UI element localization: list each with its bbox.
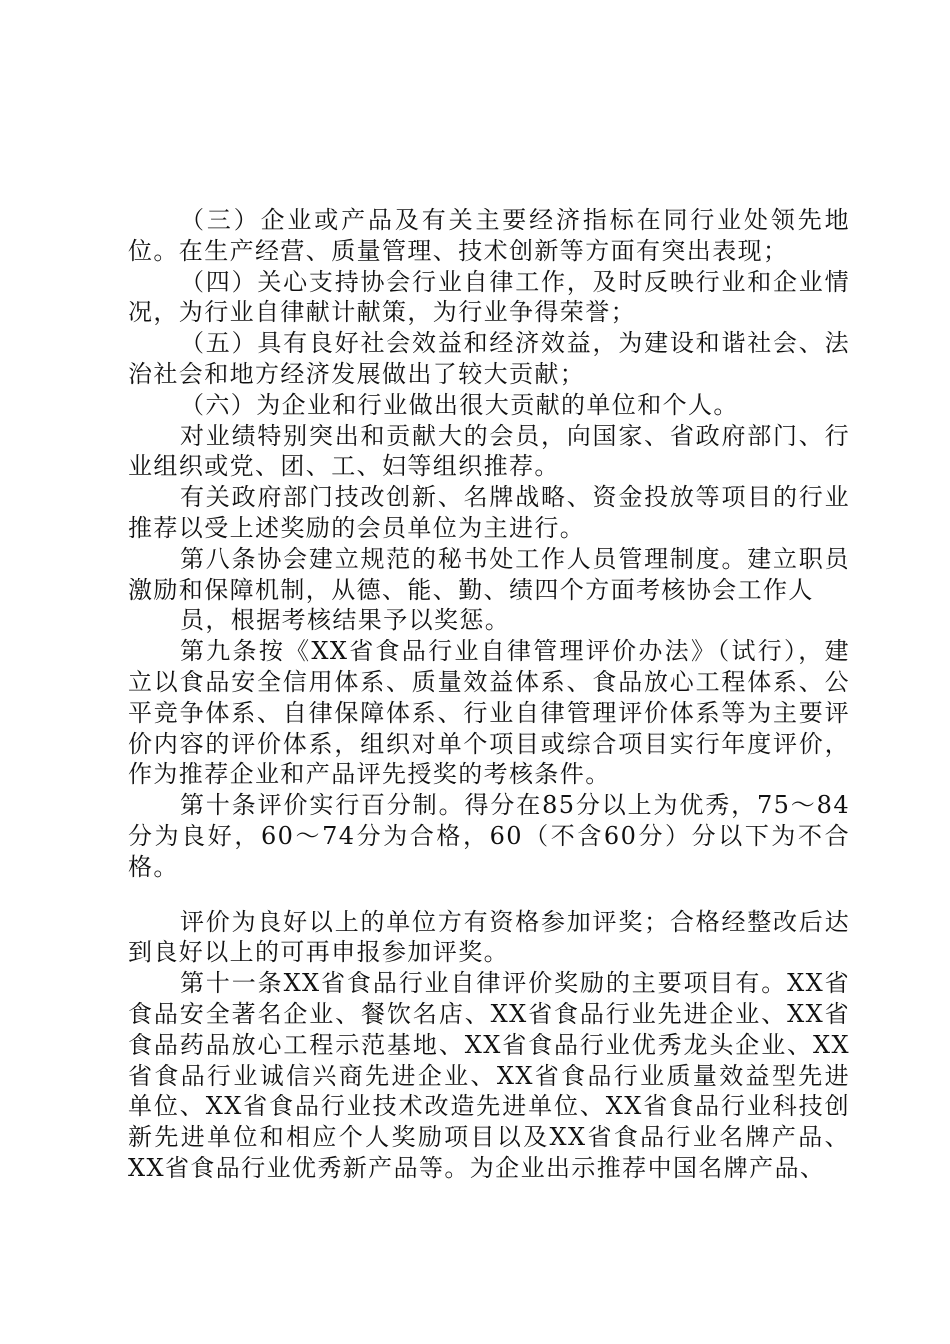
paragraph-article-11: 第十一条XX省食品行业自律评价奖励的主要项目有。XX省食品安全著名企业、餐饮名店、XX省食品行业先进企业、XX省食品药品放心工程示范基地、XX省食品行业优秀龙头企业、XX省食品行业诚信兴商先进企业、XX省食品行业质量效益型先进单位、XX省食品行业技术改造先进单位、XX省食品行业科技创新先进单位和相应个人奖励项目以及XX省食品行业名牌产品、XX省食品行业优秀新产品等。为企业出示推荐中国名牌产品、	[128, 969, 850, 1182]
paragraph-item-6: （六）为企业和行业做出很大贡献的单位和个人。	[180, 390, 739, 419]
paragraph-item-3: （三）企业或产品及有关主要经济指标在同行业处领先地位。在生产经营、质量管理、技术创新等方面有突出表现；	[128, 206, 850, 265]
paragraph-article-8-continued: 员，根据考核结果予以奖惩。	[180, 606, 511, 635]
paragraph-eligibility: 评价为良好以上的单位方有资格参加评奖；合格经整改后达到良好以上的可再申报参加评奖。	[128, 907, 850, 967]
paragraph-project-recommendation: 有关政府部门技改创新、名牌战略、资金投放等项目的行业推荐以受上述奖励的会员单位为主进行。	[128, 483, 850, 542]
paragraph-item-4: （四）关心支持协会行业自律工作，及时反映行业和企业情况，为行业自律献计献策，为行业争得荣誉；	[128, 267, 850, 327]
paragraph-gap	[128, 883, 850, 907]
paragraph-article-9: 第九条按《XX省食品行业自律管理评价办法》（试行），建立以食品安全信用体系、质量效益体系、食品放心工程体系、公平竞争体系、自律保障体系、行业自律管理评价体系等为主要评价内容的评价体系，组织对单个项目或综合项目实行年度评价，作为推荐企业和产品评先授奖的考核条件。	[128, 637, 850, 789]
paragraph-article-8: 第八条协会建立规范的秘书处工作人员管理制度。建立职员激励和保障机制，从德、能、勤、绩四个方面考核协会工作人	[128, 544, 850, 604]
document-body	[128, 205, 850, 1184]
paragraph-item-5: （五）具有良好社会效益和经济效益，为建设和谐社会、法治社会和地方经济发展做出了较大贡献；	[128, 329, 850, 388]
paragraph-article-10: 第十条评价实行百分制。得分在85分以上为优秀，75～84分为良好，60～74分为合格，60（不含60分）分以下为不合格。	[128, 791, 850, 881]
paragraph-recommendation: 对业绩特别突出和贡献大的会员，向国家、省政府部门、行业组织或党、团、工、妇等组织推荐。	[128, 421, 850, 481]
